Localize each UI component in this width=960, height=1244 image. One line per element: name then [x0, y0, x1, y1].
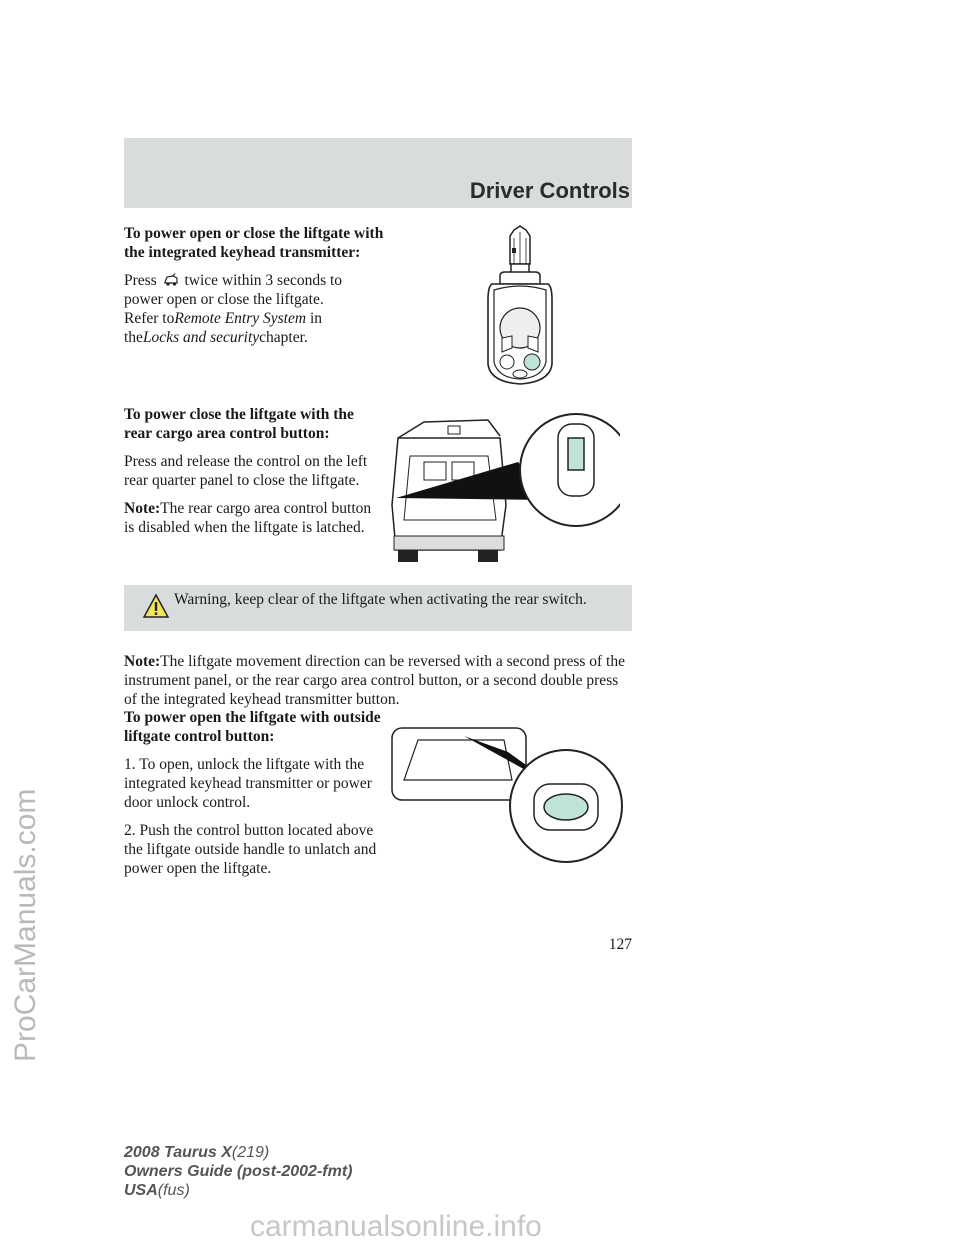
- note2-text: The liftgate movement direction can be reversed with a second press of the instrument panel, or the rear cargo area control button, or a second double press of the integrated keyhead transmitter button.: [124, 653, 625, 708]
- section-rear-body: Press and release the control on the left rear quarter panel to close the liftgate.: [124, 453, 368, 489]
- warning-icon: [142, 593, 170, 619]
- the-word: the: [124, 329, 143, 346]
- press-line: [124, 271, 384, 290]
- document-footer: [124, 1143, 352, 1200]
- footer-line-3: [124, 1181, 352, 1200]
- rear-cargo-illustration: [388, 410, 620, 570]
- press-rest: twice within 3 seconds to: [184, 272, 343, 289]
- press-word: Press: [124, 272, 157, 289]
- note2-label: Note:: [124, 653, 161, 670]
- footer-url: carmanualsonline.info: [250, 1210, 542, 1243]
- liftgate-icon: [163, 273, 179, 287]
- warning-text: Warning, keep clear of the liftgate when activating the rear switch.: [174, 591, 587, 608]
- footer-line-2: Owners Guide (post-2002-fmt): [124, 1163, 353, 1180]
- watermark: ProCarManuals.com: [9, 788, 42, 1062]
- press-line-2: power open or close the liftgate.: [124, 291, 324, 308]
- outside-handle-illustration: [388, 722, 624, 866]
- section-rear-button: [124, 405, 382, 537]
- section-outside-button: [124, 708, 382, 878]
- note-reverse: [124, 652, 632, 709]
- chapter-link: Locks and security: [142, 329, 260, 346]
- chapter-line: [124, 328, 384, 347]
- refer-link: Remote Entry System: [174, 310, 307, 327]
- footer-region: USA: [124, 1182, 158, 1199]
- section-rear-note: [124, 499, 382, 537]
- section-outside-heading: To power open the liftgate with outside liftgate control button:: [124, 709, 381, 745]
- section-keyhead: [124, 224, 384, 347]
- footer-line-1: [124, 1143, 352, 1162]
- section-keyhead-heading: To power open or close the liftgate with the integrated keyhead transmitter:: [124, 225, 384, 261]
- refer-suffix: in: [309, 310, 323, 327]
- footer-code: (219): [231, 1144, 270, 1161]
- note-reverse-text: [124, 652, 632, 709]
- chapter-suffix: chapter.: [259, 329, 308, 346]
- refer-prefix: Refer to: [124, 310, 175, 327]
- page-number: 127: [608, 936, 632, 953]
- refer-line: [124, 309, 384, 328]
- key-fob-illustration: [470, 224, 570, 386]
- step-2: 2. Push the control button located above the liftgate outside handle to unlatch and power open the liftgate.: [124, 822, 377, 877]
- warning-box: [124, 585, 632, 631]
- section-title: Driver Controls: [469, 178, 630, 203]
- footer-model: 2008 Taurus X: [124, 1144, 232, 1161]
- header-band: [124, 138, 632, 208]
- step-1: 1. To open, unlock the liftgate with the integrated keyhead transmitter or power door unlock control.: [124, 756, 372, 811]
- note-text: The rear cargo area control button is disabled when the liftgate is latched.: [124, 500, 372, 536]
- footer-region-code: (fus): [157, 1182, 190, 1199]
- note-label: Note:: [124, 500, 161, 517]
- section-rear-heading: To power close the liftgate with the rear cargo area control button:: [124, 406, 354, 442]
